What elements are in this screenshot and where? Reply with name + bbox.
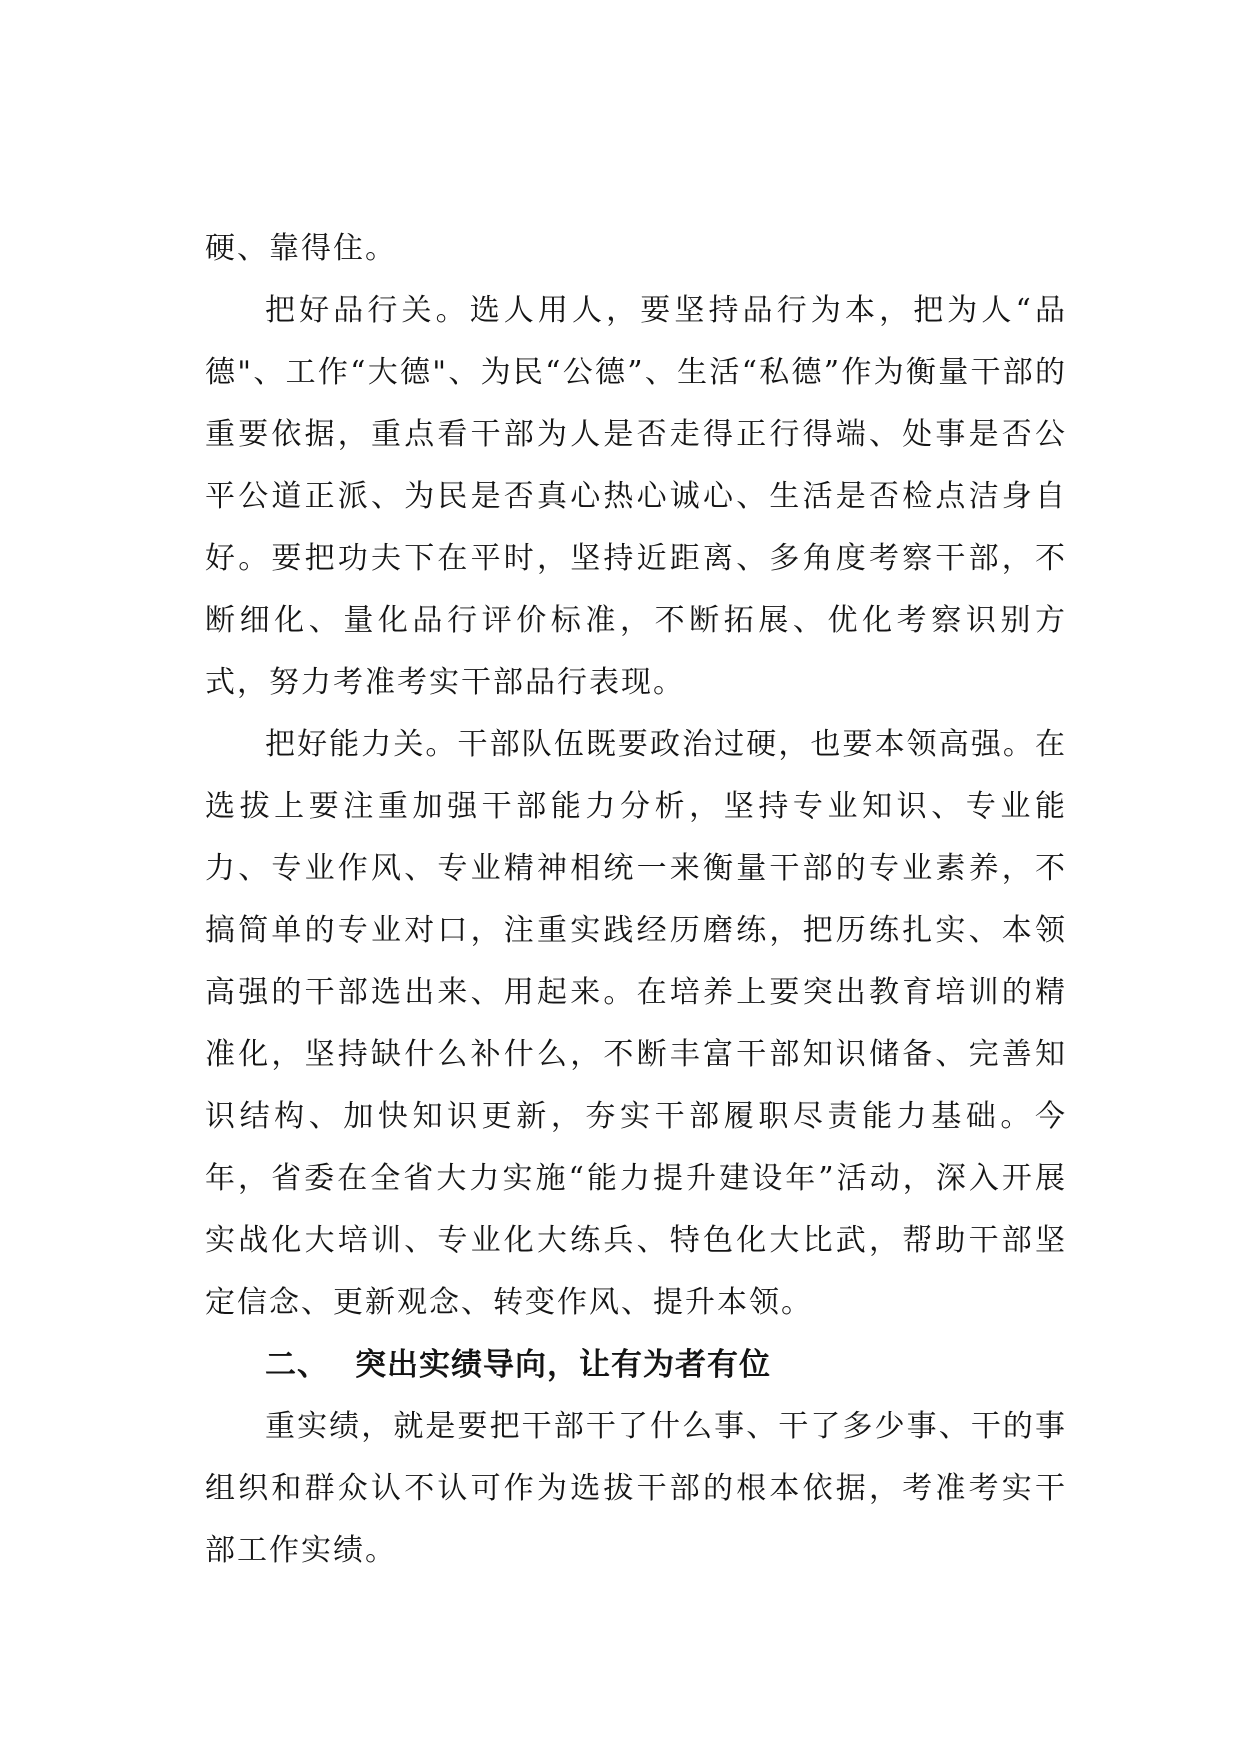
paragraph-ability: 把好能力关。干部队伍既要政治过硬，也要本领高强。在选拔上要注重加强干部能力分析，坚持专业知识、专业能力、专业作风、专业精神相统一来衡量干部的专业素养，不搞简单的专业对口，注重实践经历磨练，把历练扎实、本领高强的干部选出来、用起来。在培养上要突出教育培训的精准化，坚持缺什么补什么，不断丰富干部知识储备、完善知识结构、加快知识更新，夯实干部履职尽责能力基础。今年，省委在全省大力实施“能力提升建设年”活动，深入开展实战化大培训、专业化大练兵、特色化大比武，帮助干部坚定信念、更新观念、转变作风、提升本领。 (205, 727, 1067, 1320)
paragraph-performance: 重实绩，就是要把干部干了什么事、干了多少事、干的事组织和群众认不认可作为选拔干部的根本依据，考准考实干部工作实绩。 (205, 1409, 1067, 1568)
paragraph-continuation: 硬、靠得住。 (205, 231, 397, 266)
section-heading (205, 1334, 1067, 1396)
document-body (205, 218, 1067, 1582)
section-heading-title: 突出实绩导向，让有为者有位 (355, 1347, 771, 1383)
paragraph-character: 把好品行关。选人用人，要坚持品行为本，把为人“品德"、工作“大德"、为民“公德”、生活“私德”作为衡量干部的重要依据，重点看干部为人是否走得正行得端、处事是否公平公道正派、为民是否真心热心诚心、生活是否检点洁身自好。要把功夫下在平时，坚持近距离、多角度考察干部，不断细化、量化品行评价标准，不断拓展、优化考察识别方式，努力考准考实干部品行表现。 (205, 293, 1067, 700)
section-heading-number: 二、 (265, 1347, 329, 1383)
